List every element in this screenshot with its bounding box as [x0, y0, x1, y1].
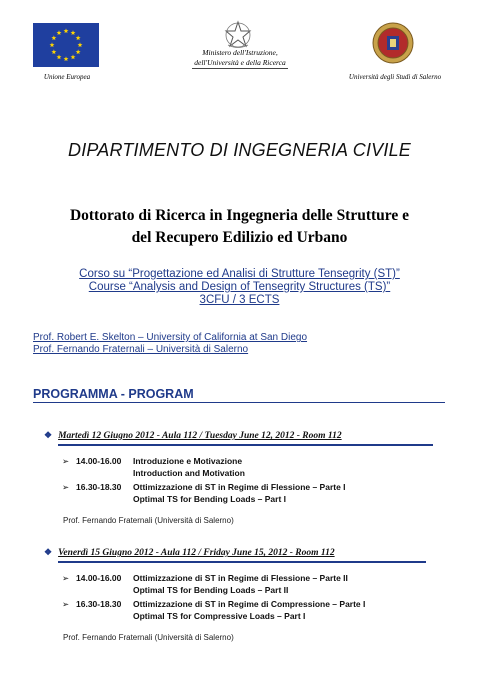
session-1-date [44, 430, 342, 441]
eu-star-icon [71, 30, 76, 35]
department-title: DIPARTIMENTO DI INGEGNERIA CIVILE [68, 140, 411, 160]
ministry-caption [180, 48, 300, 69]
ministry-line-2: dell'Università e della Ricerca [194, 58, 286, 67]
eu-stars-icon [33, 23, 99, 67]
italian-republic-emblem-icon [224, 20, 252, 50]
professor-fraternali: Prof. Fernando Fraternali – Università di Salerno [33, 344, 249, 355]
doctorate-line-1: Dottorato di Ricerca in Ingegneria delle Strutture e [69, 207, 410, 224]
doctorate-title [0, 205, 479, 249]
course-title-english: Course “Analysis and Design of Tensegrity Structures (TS)” [88, 281, 391, 293]
item-title-english: Optimal TS for Compressive Loads – Part I [133, 611, 306, 621]
eu-star-icon [57, 30, 62, 35]
session-2-date [44, 547, 335, 558]
professors-list [33, 332, 307, 356]
arrow-bullet-icon: ➢ [62, 599, 70, 609]
course-block [0, 268, 479, 307]
program-title: PROGRAMMA - PROGRAM [33, 387, 445, 403]
eu-star-icon [76, 49, 81, 54]
course-credits: 3CFU / 3 ECTS [199, 294, 280, 306]
eu-star-icon [76, 35, 81, 40]
session-1-item-1 [62, 455, 245, 479]
doctorate-line-2: del Recupero Edilizio ed Urbano [131, 229, 348, 246]
session-1-item-2 [62, 481, 346, 505]
session-1-rule [58, 444, 433, 446]
course-title-italian: Corso su “Progettazione ed Analisi di Strutture Tensegrity (ST)” [79, 268, 400, 280]
arrow-bullet-icon: ➢ [62, 573, 70, 583]
item-title-english: Optimal TS for Bending Loads – Part II [133, 585, 289, 595]
arrow-bullet-icon: ➢ [62, 482, 70, 492]
ministry-line-1: Ministero dell'Istruzione, [202, 48, 278, 57]
item-title-italian: Ottimizzazione di ST in Regime di Flessione – Parte I [133, 482, 346, 492]
session-2-item-2 [62, 598, 365, 622]
eu-star-icon [71, 55, 76, 60]
eu-star-icon [64, 28, 69, 33]
eu-star-icon [50, 42, 55, 47]
session-2-item-1 [62, 572, 348, 596]
item-title-english: Optimal TS for Bending Loads – Part I [133, 494, 287, 504]
arrow-bullet-icon: ➢ [62, 456, 70, 466]
university-caption: Università degli Studi di Salerno [348, 73, 442, 81]
session-2-date-text: Venerdì 15 Giugno 2012 - Aula 112 / Friday June 15, 2012 - Room 112 [58, 548, 335, 558]
item-title-italian: Ottimizzazione di ST in Regime di Compressione – Parte I [133, 599, 366, 609]
university-seal-icon [372, 22, 414, 64]
eu-star-icon [57, 55, 62, 60]
eu-star-icon [51, 35, 56, 40]
item-title-italian: Introduzione e Motivazione [133, 456, 243, 466]
eu-star-icon [64, 56, 69, 61]
professor-skelton: Prof. Robert E. Skelton – University of California at San Diego [33, 332, 308, 343]
eu-flag-logo [33, 23, 99, 67]
item-time: 16.30-18.30 [76, 599, 122, 609]
eu-star-icon [78, 42, 83, 47]
item-time: 14.00-16.00 [76, 456, 122, 466]
diamond-bullet-icon: ❖ [44, 430, 53, 440]
eu-caption: Unione Europea [43, 73, 91, 81]
item-time: 16.30-18.30 [76, 482, 122, 492]
session-2-rule [58, 561, 426, 563]
session-1-date-text: Martedì 12 Giugno 2012 - Aula 112 / Tuesday June 12, 2012 - Room 112 [58, 431, 342, 441]
session-2-teacher: Prof. Fernando Fraternali (Università di Salerno) [63, 633, 234, 642]
item-title-english: Introduction and Motivation [133, 468, 245, 478]
session-1-teacher: Prof. Fernando Fraternali (Università di Salerno) [63, 516, 234, 525]
item-time: 14.00-16.00 [76, 573, 122, 583]
eu-star-icon [51, 49, 56, 54]
diamond-bullet-icon: ❖ [44, 547, 53, 557]
item-title-italian: Ottimizzazione di ST in Regime di Flessione – Parte II [133, 573, 348, 583]
